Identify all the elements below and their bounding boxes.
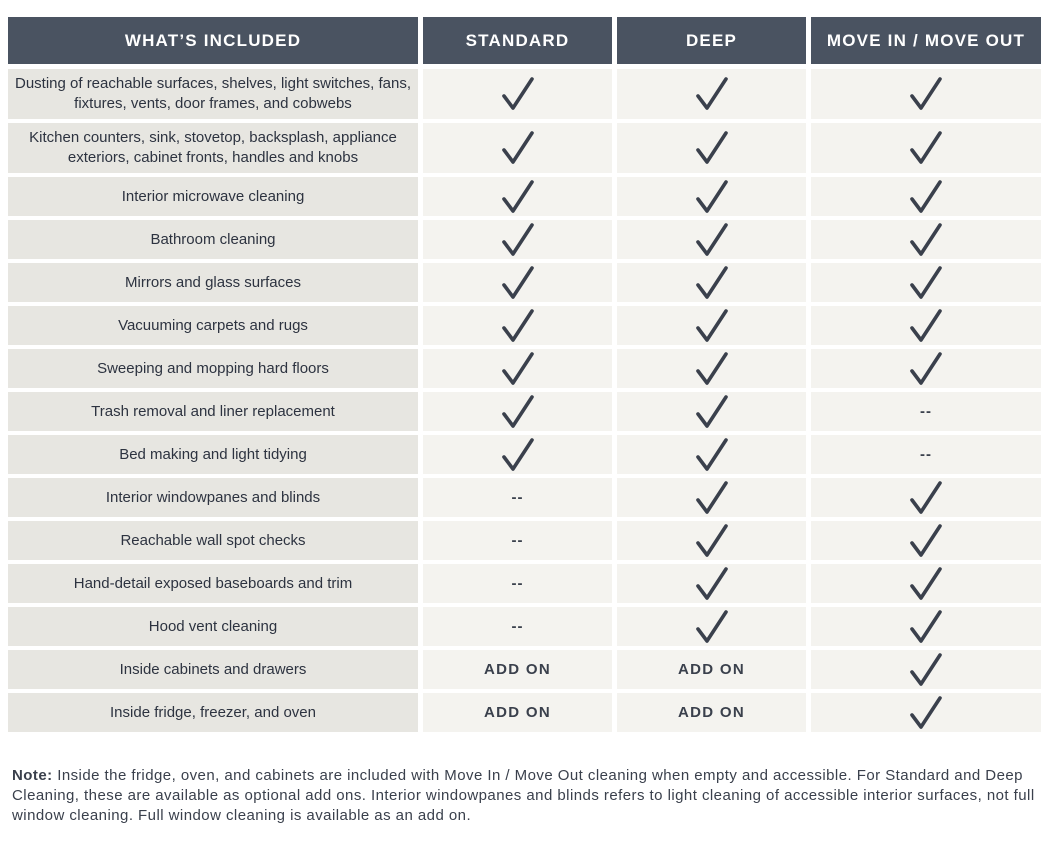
- cell-deep: [617, 521, 806, 560]
- cell-standard: [423, 650, 612, 689]
- feature-label: Bed making and light tidying: [8, 435, 418, 474]
- cell-standard: [423, 564, 612, 603]
- table-row: [8, 263, 1041, 302]
- cell-deep: [617, 693, 806, 732]
- not-included-dash: --: [511, 575, 524, 592]
- not-included-dash: --: [511, 489, 524, 506]
- feature-label: Hood vent cleaning: [8, 607, 418, 646]
- cell-deep: [617, 607, 806, 646]
- feature-label: Hand-detail exposed baseboards and trim: [8, 564, 418, 603]
- table-row: [8, 177, 1041, 216]
- cell-move-in-move-out: [811, 306, 1041, 345]
- feature-label: Sweeping and mopping hard floors: [8, 349, 418, 388]
- footnote: [12, 766, 1042, 826]
- feature-label: Inside cabinets and drawers: [8, 650, 418, 689]
- cell-standard: [423, 392, 612, 431]
- cell-standard: [423, 123, 612, 173]
- check-icon: [501, 265, 535, 301]
- cell-standard: [423, 263, 612, 302]
- not-included-dash: --: [920, 403, 932, 420]
- check-icon: [695, 523, 729, 559]
- not-included-dash: --: [511, 618, 524, 635]
- cell-move-in-move-out: [811, 263, 1041, 302]
- cell-standard: [423, 306, 612, 345]
- table-row: [8, 306, 1041, 345]
- cell-deep: [617, 263, 806, 302]
- note-text: Inside the fridge, oven, and cabinets are included with Move In / Move Out cleaning when empty and accessible. For Standard and Deep Cleaning, these are available as optional add ons. Interior windowpanes and blinds refers to light cleaning of accessible interior surfaces, not full window cleaning. Full window cleaning is available as an add on.: [12, 767, 1035, 824]
- check-icon: [501, 222, 535, 258]
- check-icon: [909, 130, 943, 166]
- cell-move-in-move-out: [811, 123, 1041, 173]
- cell-deep: [617, 564, 806, 603]
- add-on-label: ADD ON: [484, 704, 551, 721]
- feature-label: Bathroom cleaning: [8, 220, 418, 259]
- cell-standard: [423, 69, 612, 119]
- feature-label: Dusting of reachable surfaces, shelves, light switches, fans, fixtures, vents, door frames, and cobwebs: [8, 69, 418, 119]
- cell-deep: [617, 69, 806, 119]
- check-icon: [909, 308, 943, 344]
- table-row: [8, 693, 1041, 732]
- cell-standard: [423, 349, 612, 388]
- table-row: [8, 650, 1041, 689]
- cell-move-in-move-out: [811, 607, 1041, 646]
- feature-label: Trash removal and liner replacement: [8, 392, 418, 431]
- check-icon: [695, 480, 729, 516]
- cell-move-in-move-out: [811, 435, 1041, 474]
- feature-label: Vacuuming carpets and rugs: [8, 306, 418, 345]
- check-icon: [695, 351, 729, 387]
- table-row: [8, 564, 1041, 603]
- add-on-label: ADD ON: [678, 661, 745, 678]
- comparison-table: [8, 17, 1041, 736]
- check-icon: [501, 308, 535, 344]
- cell-move-in-move-out: [811, 521, 1041, 560]
- check-icon: [909, 265, 943, 301]
- table-body: [8, 69, 1041, 732]
- cell-standard: [423, 693, 612, 732]
- check-icon: [501, 351, 535, 387]
- check-icon: [909, 480, 943, 516]
- table-row: [8, 607, 1041, 646]
- feature-label: Mirrors and glass surfaces: [8, 263, 418, 302]
- header-standard: STANDARD: [423, 17, 612, 64]
- cell-move-in-move-out: [811, 564, 1041, 603]
- check-icon: [695, 130, 729, 166]
- table-row: [8, 435, 1041, 474]
- check-icon: [695, 222, 729, 258]
- check-icon: [909, 179, 943, 215]
- note-label: Note:: [12, 767, 53, 784]
- check-icon: [909, 523, 943, 559]
- cell-deep: [617, 177, 806, 216]
- table-row: [8, 220, 1041, 259]
- table-row: [8, 521, 1041, 560]
- cell-move-in-move-out: [811, 693, 1041, 732]
- cell-standard: [423, 435, 612, 474]
- check-icon: [695, 394, 729, 430]
- header-move-in-move-out: MOVE IN / MOVE OUT: [811, 17, 1041, 64]
- check-icon: [501, 130, 535, 166]
- cell-move-in-move-out: [811, 392, 1041, 431]
- cell-standard: [423, 177, 612, 216]
- cell-move-in-move-out: [811, 349, 1041, 388]
- check-icon: [695, 179, 729, 215]
- cell-deep: [617, 123, 806, 173]
- add-on-label: ADD ON: [484, 661, 551, 678]
- check-icon: [909, 695, 943, 731]
- add-on-label: ADD ON: [678, 704, 745, 721]
- feature-label: Interior windowpanes and blinds: [8, 478, 418, 517]
- table-row: [8, 349, 1041, 388]
- cell-deep: [617, 650, 806, 689]
- check-icon: [909, 222, 943, 258]
- cell-deep: [617, 392, 806, 431]
- feature-label: Kitchen counters, sink, stovetop, backsplash, appliance exteriors, cabinet fronts, handles and knobs: [8, 123, 418, 173]
- check-icon: [695, 265, 729, 301]
- cell-standard: [423, 220, 612, 259]
- cell-deep: [617, 306, 806, 345]
- check-icon: [909, 609, 943, 645]
- feature-label: Reachable wall spot checks: [8, 521, 418, 560]
- check-icon: [501, 76, 535, 112]
- check-icon: [501, 394, 535, 430]
- cell-standard: [423, 521, 612, 560]
- check-icon: [695, 437, 729, 473]
- check-icon: [909, 76, 943, 112]
- cell-standard: [423, 478, 612, 517]
- feature-label: Inside fridge, freezer, and oven: [8, 693, 418, 732]
- cell-move-in-move-out: [811, 478, 1041, 517]
- cell-deep: [617, 435, 806, 474]
- check-icon: [501, 179, 535, 215]
- cell-move-in-move-out: [811, 177, 1041, 216]
- check-icon: [695, 308, 729, 344]
- table-row: [8, 392, 1041, 431]
- check-icon: [909, 351, 943, 387]
- not-included-dash: --: [920, 446, 932, 463]
- header-whats-included: WHAT’S INCLUDED: [8, 17, 418, 64]
- check-icon: [695, 76, 729, 112]
- table-row: [8, 123, 1041, 173]
- check-icon: [501, 437, 535, 473]
- not-included-dash: --: [511, 532, 524, 549]
- table-row: [8, 69, 1041, 119]
- cell-move-in-move-out: [811, 220, 1041, 259]
- cell-move-in-move-out: [811, 650, 1041, 689]
- header-deep: DEEP: [617, 17, 806, 64]
- cell-deep: [617, 478, 806, 517]
- table-row: [8, 478, 1041, 517]
- table-header-row: [8, 17, 1041, 64]
- cell-move-in-move-out: [811, 69, 1041, 119]
- check-icon: [695, 566, 729, 602]
- check-icon: [695, 609, 729, 645]
- cell-deep: [617, 349, 806, 388]
- cell-deep: [617, 220, 806, 259]
- check-icon: [909, 652, 943, 688]
- check-icon: [909, 566, 943, 602]
- feature-label: Interior microwave cleaning: [8, 177, 418, 216]
- cell-standard: [423, 607, 612, 646]
